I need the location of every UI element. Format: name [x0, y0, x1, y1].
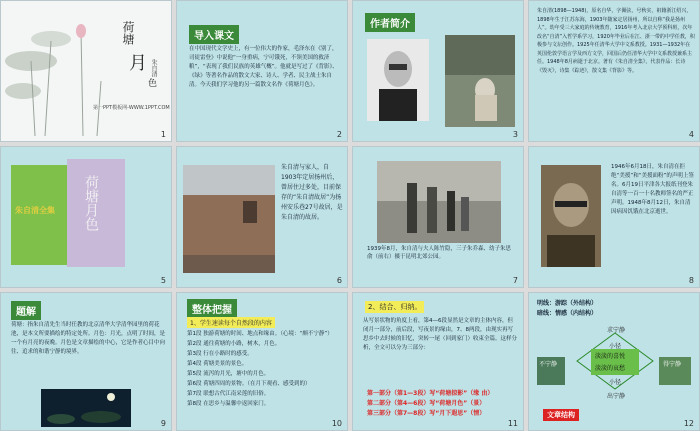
- mid-label-1: 小径: [609, 343, 622, 350]
- slide-5[interactable]: [0, 146, 172, 288]
- slide-number: 6: [336, 276, 342, 285]
- list-item: 第2段 通往荷塘的小路，树木，月色。: [187, 341, 281, 347]
- slide-4[interactable]: [528, 0, 700, 142]
- family-photo: [377, 161, 501, 243]
- book2-title: 荷塘月色: [83, 175, 99, 231]
- slide7-caption: 1939年8月，朱自清与夫人陈竹隐，三子朱乔森、幼子朱思俞（前右）摄于昆明北郊公园。: [367, 246, 511, 260]
- book-cover-2: [67, 159, 125, 267]
- slide-number: 11: [507, 419, 518, 428]
- slide6-text: 朱自清与家人，自1903年定居扬州后，曾居住过多处，目前保存的“朱自清故居”为扬州安乐巷27号故居，是朱自清的故居。: [281, 164, 343, 221]
- structure-label: 文章结构: [543, 409, 579, 421]
- slide10-subheading: 1、学生速读每个自然段的内容: [187, 317, 275, 328]
- slide-number: 2: [336, 130, 342, 139]
- list-item: 第6段 荷塘四周的景物。（在月下观看、感受到的）: [187, 381, 311, 387]
- slide-8[interactable]: [528, 146, 700, 288]
- book1-title: 朱自清全集: [15, 205, 55, 215]
- mid-label-2: 淡淡的喜悦: [595, 353, 626, 360]
- slide-number: 12: [683, 419, 694, 428]
- slide2-heading: 导入课文: [189, 25, 239, 44]
- slide1-author: 朱自清: [150, 59, 157, 77]
- mid-label-3: 淡淡的哀愁: [595, 365, 626, 372]
- slide-7[interactable]: [352, 146, 524, 288]
- house-photo: [183, 165, 275, 273]
- left-label: 不宁静: [539, 361, 558, 368]
- slide-2[interactable]: [176, 0, 348, 142]
- slide-number: 5: [160, 276, 166, 285]
- slide10-heading: 整体把握: [187, 299, 237, 318]
- slide-1[interactable]: [0, 0, 172, 142]
- list-item: 第8段 在思乡与温馨中返回家门。: [187, 401, 270, 407]
- dark-line: 暗线：情感（内结构）: [537, 310, 598, 317]
- slide1-title-color: 色: [148, 79, 158, 89]
- slide10-list: [187, 329, 343, 409]
- slide11-text: 从写景状物的角度上看，第4—6段显然是文章的主体内容，但闭月一部分，前后段，写夜景的缘由，7、8两段，由现实再写思乡中去时候的旧忆，突转一尾（回到家门）收束全篇。这样分析，全文可以分为三部分：: [363, 318, 518, 351]
- top-label: 求宁静: [607, 327, 626, 334]
- part-2: 第二部分（第4—6段）写“荷塘月色”（景）: [367, 400, 486, 407]
- slide11-heading: 2、结合、归纳。: [365, 301, 424, 313]
- part-3: 第三部分（第7—8段）写“月下遐思”（情）: [367, 410, 486, 417]
- slide1-title: 荷塘: [121, 21, 135, 45]
- slide-number: 1: [160, 130, 166, 139]
- portrait-photo-2: [541, 165, 601, 267]
- slide-number: 7: [512, 276, 518, 285]
- book-cover-1: [11, 165, 69, 265]
- slide8-text: 1946年6月18日，朱自清在拒绝“美援”和“美援面粉”的声明上签名。6月19日平津各大报纸刊登朱自清等一百一十名教师签名的严正声明。1948年8月12日，朱自清因病因饥饿在北京逝世。: [611, 164, 694, 215]
- slide3-heading: 作者简介: [365, 13, 415, 32]
- slide9-text: 荷塘：指朱自清先生当时任教的北京清华大学清华园里的荷花池，是本文所要描绘的特定处所。月色：月光，点明了时间，是一个有月亮的夜晚。月色是文章描绘的中心，它是作者心目中向往、追求的和谐宁静的境界。: [11, 322, 166, 355]
- slide1-title-moon: 月: [129, 53, 147, 74]
- slide-10[interactable]: [176, 292, 348, 431]
- slide4-text: 朱自清(1898—1948)，原名自华，字佩弦，号秋实，祖籍浙江绍兴，1898年生于江苏东海，1903年随家定居扬州，所以自称“我是扬州人”。幼年受三大家庭的传统教育，1916年考入北京大学预科班，次年改名“自清”入哲学系学习，1920年毕业后在江、浙一带的中学任教，积极参与文坛创作。1925年任清华大学中文系教授。1931—1932年在英国伦敦学语言学及西方文学，回国后仍任清华大学中文系教授兼系主任。1948年8月病逝于北京。著有《朱自清全集》，代表作品：长诗《毁灭》，诗集《踪迹》，散文集《背影》等。: [537, 8, 695, 74]
- list-item: 第5段 流泻的月光，塘中的月色。: [187, 371, 270, 377]
- mid-label-4: 小径: [609, 379, 622, 386]
- list-item: 第7段 联想古代江南采莲的旧俗。: [187, 391, 270, 397]
- part-1: 第一部分（第1—3段）写“荷塘掠影”（缘 由）: [367, 390, 494, 397]
- portrait-photo: [367, 39, 429, 121]
- slide-number: 10: [331, 419, 342, 428]
- slide-12[interactable]: [528, 292, 700, 431]
- slide-6[interactable]: [176, 146, 348, 288]
- list-item: 第3段 行在小路时的感受。: [187, 351, 253, 357]
- slide-11[interactable]: [352, 292, 524, 431]
- slide-3[interactable]: [352, 0, 524, 142]
- slide-number: 8: [688, 276, 694, 285]
- slide9-heading: 题解: [11, 301, 41, 320]
- slide2-text: 在中国现代文学史上，有一位伟大的作家，毛泽东在《别了，司徒雷登》中说他“一身重病，宁可饿死，不领美国的救济粮”，“表现了我们民族的英雄气概”。他就是写过了《背影》、《绿》等著名作品的散文大家、诗人、学者、民主战士朱自清。今天我们学习他的另一篇散文名作《荷塘月色》。: [189, 46, 338, 88]
- slide-number: 9: [160, 419, 166, 428]
- moonlit-pond-photo: [41, 389, 131, 427]
- bright-line: 明线：游踪（外结构）: [537, 300, 598, 307]
- list-item: 第4段 荷塘美景的景色。: [187, 361, 248, 367]
- list-item: 第1段 独游荷塘的时间、地点和缘由。（心境：“颇不宁静”）: [187, 331, 333, 337]
- statue-photo: [445, 35, 515, 127]
- slide-number: 3: [512, 130, 518, 139]
- right-label: 得宁静: [663, 361, 682, 368]
- bottom-label: 出宁静: [607, 393, 626, 400]
- slide1-site: 第一PPT模板网-WWW.1PPT.COM: [93, 105, 170, 111]
- slide-9[interactable]: [0, 292, 172, 431]
- slide-number: 4: [688, 130, 694, 139]
